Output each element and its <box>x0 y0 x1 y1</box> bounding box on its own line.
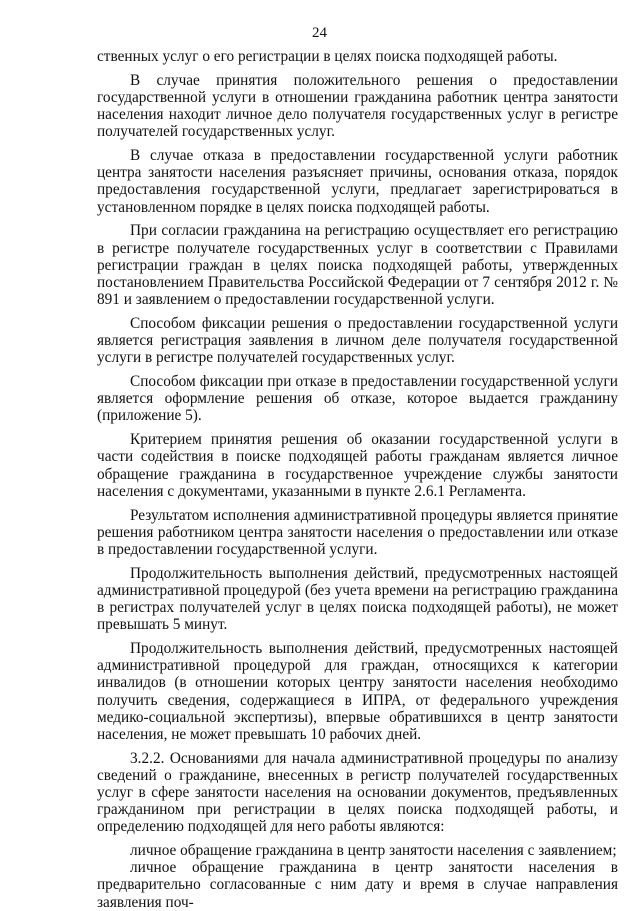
paragraph-section-3-2-2: 3.2.2. Основаниями для начала административной процедуры по анализу сведений о гражданине, внесенных в регистр получателей государственных услуг в сфере занятости населения на основании документов, предъявленных гражданином при регистрации в целях поиска подходящей работы, и определению подходящей для него работы являются: <box>97 749 618 836</box>
list-item-personal-application: личное обращение гражданина в центр занятости населения с заявлением; <box>130 842 617 860</box>
paragraph-refusal: В случае отказа в предоставлении государственной услуги работник центра занятости населения разъясняет причины, основания отказа, порядок предоставления государственной услуги, предлагает зарегистрироваться в установленном порядке в целях поиска подходящей работы. <box>97 147 618 216</box>
paragraph-registration-consent: При согласии гражданина на регистрацию осуществляет его регистрацию в регистре получателе государственных услуг в соответствии с Правилами регистрации граждан в целях поиска подходящей работы, утвержденных постановлением Правительства Российской Федерации от 7 сентября 2012 г. № 891 и заявлением о предоставлении государственной услуги. <box>97 222 618 309</box>
page-number: 24 <box>312 25 327 41</box>
paragraph-procedure-result: Результатом исполнения административной процедуры является принятие решения работником центра занятости населения о предоставлении или отказе в предоставлении государственной услуги. <box>97 506 618 558</box>
paragraph-continuation: ственных услуг о его регистрации в целях поиска подходящей работы. <box>97 48 558 65</box>
paragraph-fixation-decision: Способом фиксации решения о предоставлении государственной услуги является регистрация заявления в личном деле получателя государственной услуги в регистре получателей государственных услуг. <box>97 314 618 367</box>
paragraph-fixation-refusal: Способом фиксации при отказе в предоставлении государственной услуги является оформление решения об отказе, которое выдается гражданину (приложение 5). <box>97 373 618 425</box>
paragraph-duration-general: Продолжительность выполнения действий, предусмотренных настоящей административной процедурой (без учета времени на регистрацию гражданина в регистрах получателей услуг в целях поиска подходящей работы), не может превышать 5 минут. <box>97 564 618 634</box>
paragraph-duration-disabled: Продолжительность выполнения действий, предусмотренных настоящей административной процедурой для граждан, относящихся к категории инвалидов (в отношении которых центру занятости населения необходимо получить сведения, содержащиеся в ИПРА, от федерального учреждения медико-социальной экспертизы), впервые обратившихся в центр занятости населения, не может превышать 10 рабочих дней. <box>97 640 618 743</box>
list-item-scheduled-application: личное обращение гражданина в центр занятости населения в предварительно согласованные с ним дату и время в случае направления заявления поч- <box>97 859 618 911</box>
document-body <box>97 48 618 911</box>
paragraph-decision-criterion: Критерием принятия решения об оказании государственной услуги в части содействия в поиске подходящей работы гражданам является личное обращение гражданина в государственное учреждение службы занятости населения с документами, указанными в пункте 2.6.1 Регламента. <box>97 431 618 500</box>
paragraph-positive-decision: В случае принятия положительного решения о предоставлении государственной услуги в отношении гражданина работник центра занятости населения находит личное дело получателя государственных услуг в регистре получателей государственных услуг. <box>97 71 618 141</box>
